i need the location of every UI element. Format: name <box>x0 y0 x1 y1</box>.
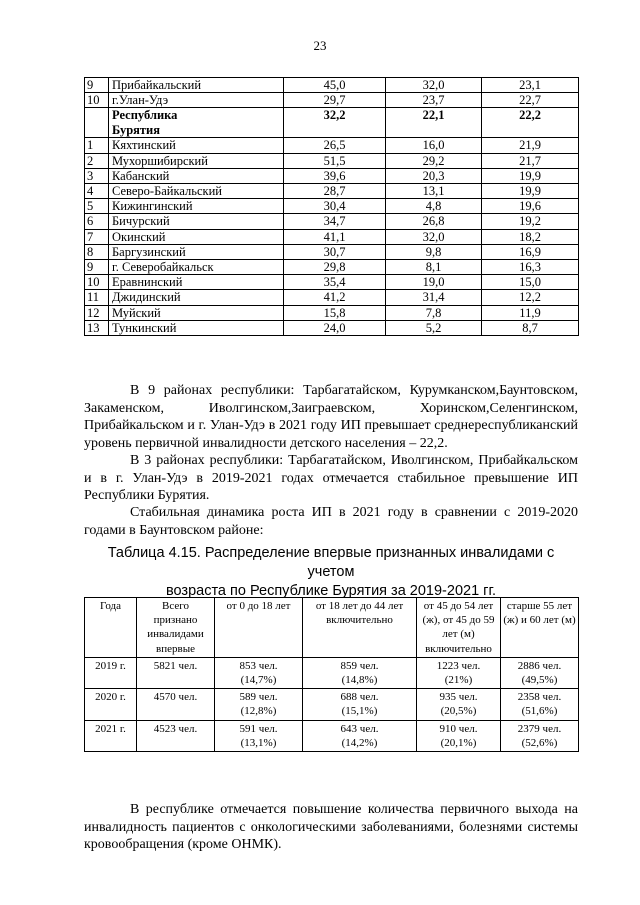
district-name: Кабанский <box>109 168 284 183</box>
district-value-1: 39,6 <box>284 168 386 183</box>
count-value: 591 чел. <box>239 722 278 735</box>
district-row <box>85 229 579 244</box>
row-age-group-2 <box>303 657 417 688</box>
row-age-group-2 <box>303 689 417 720</box>
row-age-group-4 <box>501 720 579 751</box>
district-index: 10 <box>85 93 109 108</box>
header-age-45: от 45 до 54 лет (ж), от 45 до 59 лет (м) включительно <box>417 598 501 658</box>
row-age-group-4 <box>501 657 579 688</box>
district-value-2: 31,4 <box>386 290 482 305</box>
district-row <box>85 275 579 290</box>
row-year: 2019 г. <box>85 657 137 688</box>
percent-value: (21%) <box>444 674 473 687</box>
district-index: 1 <box>85 138 109 153</box>
paragraph-2: В 3 районах республики: Тарбагатайском, Иволгинском, Прибайкальском и в г. Улан-Удэ в 2019-2021 годах отмечается стабильное превышение ИП Республики Бурятия. <box>84 453 578 503</box>
percent-value: (14,2%) <box>341 736 378 749</box>
district-value-1: 35,4 <box>284 275 386 290</box>
paragraph-1: В 9 районах республики: Тарбагатайском, Курумканском,Баунтовском, Закаменском, Иволгинском,Заиграевском, Хоринском,Селенгинском, Прибайкальском и г. Улан-Удэ в 2021 году ИП превышает среднереспубликанский уровень первичной инвалидности детского населения – 22,2. <box>84 383 578 451</box>
district-name: Кяхтинский <box>109 138 284 153</box>
district-value-1: 29,8 <box>284 260 386 275</box>
percent-value: (20,5%) <box>440 705 477 718</box>
count-value: 2379 чел. <box>517 722 562 735</box>
district-value-2: 5,2 <box>386 320 482 335</box>
district-row <box>85 320 579 335</box>
district-name: Северо-Байкальский <box>109 184 284 199</box>
district-row <box>85 78 579 93</box>
row-year: 2021 г. <box>85 720 137 751</box>
district-name: Тункинский <box>109 320 284 335</box>
district-row <box>85 305 579 320</box>
district-value-2: 19,0 <box>386 275 482 290</box>
count-value: 910 чел. <box>439 722 478 735</box>
percent-value: (14,8%) <box>341 674 378 687</box>
district-name: Баргузинский <box>109 244 284 259</box>
row-year: 2020 г. <box>85 689 137 720</box>
district-value-3: 8,7 <box>482 320 579 335</box>
district-value-3: 15,0 <box>482 275 579 290</box>
district-value-1: 45,0 <box>284 78 386 93</box>
row-age-group-3 <box>417 720 501 751</box>
count-value: 853 чел. <box>239 659 278 672</box>
district-row <box>85 138 579 153</box>
count-value: 935 чел. <box>439 691 478 704</box>
district-row <box>85 244 579 259</box>
row-total: 4570 чел. <box>137 689 215 720</box>
age-distribution-table <box>84 597 579 752</box>
district-name: г. Северобайкальск <box>109 260 284 275</box>
district-name: Муйский <box>109 305 284 320</box>
row-age-group-1 <box>215 720 303 751</box>
percent-value: (14,7%) <box>240 674 277 687</box>
age-table-header <box>85 598 579 658</box>
district-name: Прибайкальский <box>109 78 284 93</box>
row-total: 4523 чел. <box>137 720 215 751</box>
district-value-1: 41,1 <box>284 229 386 244</box>
row-age-group-3 <box>417 689 501 720</box>
district-index: 2 <box>85 153 109 168</box>
district-value-3: 18,2 <box>482 229 579 244</box>
district-name: Бичурский <box>109 214 284 229</box>
percent-value: (15,1%) <box>341 705 378 718</box>
percent-value: (49,5%) <box>521 674 558 687</box>
paragraph-3: Стабильная динамика роста ИП в 2021 году в сравнении с 2019-2020 годами в Баунтовском районе: <box>84 505 578 538</box>
district-value-3: 19,9 <box>482 184 579 199</box>
district-row <box>85 168 579 183</box>
count-value: 2358 чел. <box>517 691 562 704</box>
district-value-2: 29,2 <box>386 153 482 168</box>
district-index: 13 <box>85 320 109 335</box>
district-value-3: 16,9 <box>482 244 579 259</box>
district-value-2: 23,7 <box>386 93 482 108</box>
district-value-1: 29,7 <box>284 93 386 108</box>
table-caption: Таблица 4.15. Распределение впервые признанных инвалидами с учетом возраста по Республике Бурятия за 2019-2021 гг. <box>107 545 555 599</box>
district-name: Окинский <box>109 229 284 244</box>
row-age-group-1 <box>215 657 303 688</box>
header-age-18-44: от 18 лет до 44 лет включительно <box>303 598 417 658</box>
district-value-3: 23,1 <box>482 78 579 93</box>
district-value-2: 26,8 <box>386 214 482 229</box>
district-row <box>85 153 579 168</box>
district-name: Кижингинский <box>109 199 284 214</box>
count-value: 1223 чел. <box>436 659 481 672</box>
district-value-3: 19,6 <box>482 199 579 214</box>
district-index: 9 <box>85 260 109 275</box>
district-index: 3 <box>85 168 109 183</box>
district-value-3: 16,3 <box>482 260 579 275</box>
age-table-row <box>85 689 579 720</box>
district-index: 8 <box>85 244 109 259</box>
age-table-row <box>85 657 579 688</box>
district-index: 5 <box>85 199 109 214</box>
district-value-2: 32,0 <box>386 229 482 244</box>
district-row <box>85 199 579 214</box>
district-value-2: 16,0 <box>386 138 482 153</box>
percent-value: (20,1%) <box>440 736 477 749</box>
district-row <box>85 184 579 199</box>
district-index: 7 <box>85 229 109 244</box>
district-row <box>85 290 579 305</box>
district-index: 10 <box>85 275 109 290</box>
district-value-3: 11,9 <box>482 305 579 320</box>
republic-value-3: 22,2 <box>482 108 579 138</box>
district-value-3: 21,7 <box>482 153 579 168</box>
row-age-group-2 <box>303 720 417 751</box>
district-index: 6 <box>85 214 109 229</box>
district-value-2: 4,8 <box>386 199 482 214</box>
percent-value: (12,8%) <box>240 705 277 718</box>
republic-total-row <box>85 108 579 138</box>
district-value-2: 13,1 <box>386 184 482 199</box>
district-value-1: 41,2 <box>284 290 386 305</box>
district-value-3: 12,2 <box>482 290 579 305</box>
district-value-1: 51,5 <box>284 153 386 168</box>
row-total: 5821 чел. <box>137 657 215 688</box>
district-name: г.Улан-Удэ <box>109 93 284 108</box>
district-index: 12 <box>85 305 109 320</box>
count-value: 859 чел. <box>340 659 379 672</box>
district-row <box>85 93 579 108</box>
district-value-3: 21,9 <box>482 138 579 153</box>
district-rates-table <box>84 77 579 336</box>
count-value: 688 чел. <box>340 691 379 704</box>
age-table-row <box>85 720 579 751</box>
district-value-2: 9,8 <box>386 244 482 259</box>
republic-name: Республика Бурятия <box>109 108 284 138</box>
district-name: Джидинский <box>109 290 284 305</box>
district-value-1: 26,5 <box>284 138 386 153</box>
header-total: Всего признано инвалидами впервые <box>137 598 215 658</box>
percent-value: (52,6%) <box>521 736 558 749</box>
district-value-3: 19,9 <box>482 168 579 183</box>
district-value-1: 28,7 <box>284 184 386 199</box>
republic-value-2: 22,1 <box>386 108 482 138</box>
header-year: Года <box>85 598 137 658</box>
district-value-1: 34,7 <box>284 214 386 229</box>
district-value-3: 19,2 <box>482 214 579 229</box>
district-row <box>85 214 579 229</box>
district-row <box>85 260 579 275</box>
district-value-1: 30,7 <box>284 244 386 259</box>
district-value-2: 7,8 <box>386 305 482 320</box>
district-name: Мухоршибирский <box>109 153 284 168</box>
count-value: 2886 чел. <box>517 659 562 672</box>
count-value: 589 чел. <box>239 691 278 704</box>
district-index: 11 <box>85 290 109 305</box>
paragraph-4: В республике отмечается повышение количества первичного выхода на инвалидность пациентов с онкологическими заболеваниями, болезнями системы кровообращения (кроме ОНМК). <box>84 802 578 852</box>
page-number: 23 <box>313 38 327 53</box>
percent-value: (13,1%) <box>240 736 277 749</box>
district-value-3: 22,7 <box>482 93 579 108</box>
header-age-0-18: от 0 до 18 лет <box>215 598 303 658</box>
percent-value: (51,6%) <box>521 705 558 718</box>
row-age-group-3 <box>417 657 501 688</box>
district-value-1: 30,4 <box>284 199 386 214</box>
republic-value-1: 32,2 <box>284 108 386 138</box>
district-value-2: 8,1 <box>386 260 482 275</box>
district-index: 9 <box>85 78 109 93</box>
row-age-group-4 <box>501 689 579 720</box>
row-age-group-1 <box>215 689 303 720</box>
district-index: 4 <box>85 184 109 199</box>
district-value-1: 24,0 <box>284 320 386 335</box>
district-name: Еравнинский <box>109 275 284 290</box>
count-value: 643 чел. <box>340 722 379 735</box>
district-value-2: 20,3 <box>386 168 482 183</box>
district-value-2: 32,0 <box>386 78 482 93</box>
district-value-1: 15,8 <box>284 305 386 320</box>
header-age-55: старше 55 лет (ж) и 60 лет (м) <box>501 598 579 658</box>
